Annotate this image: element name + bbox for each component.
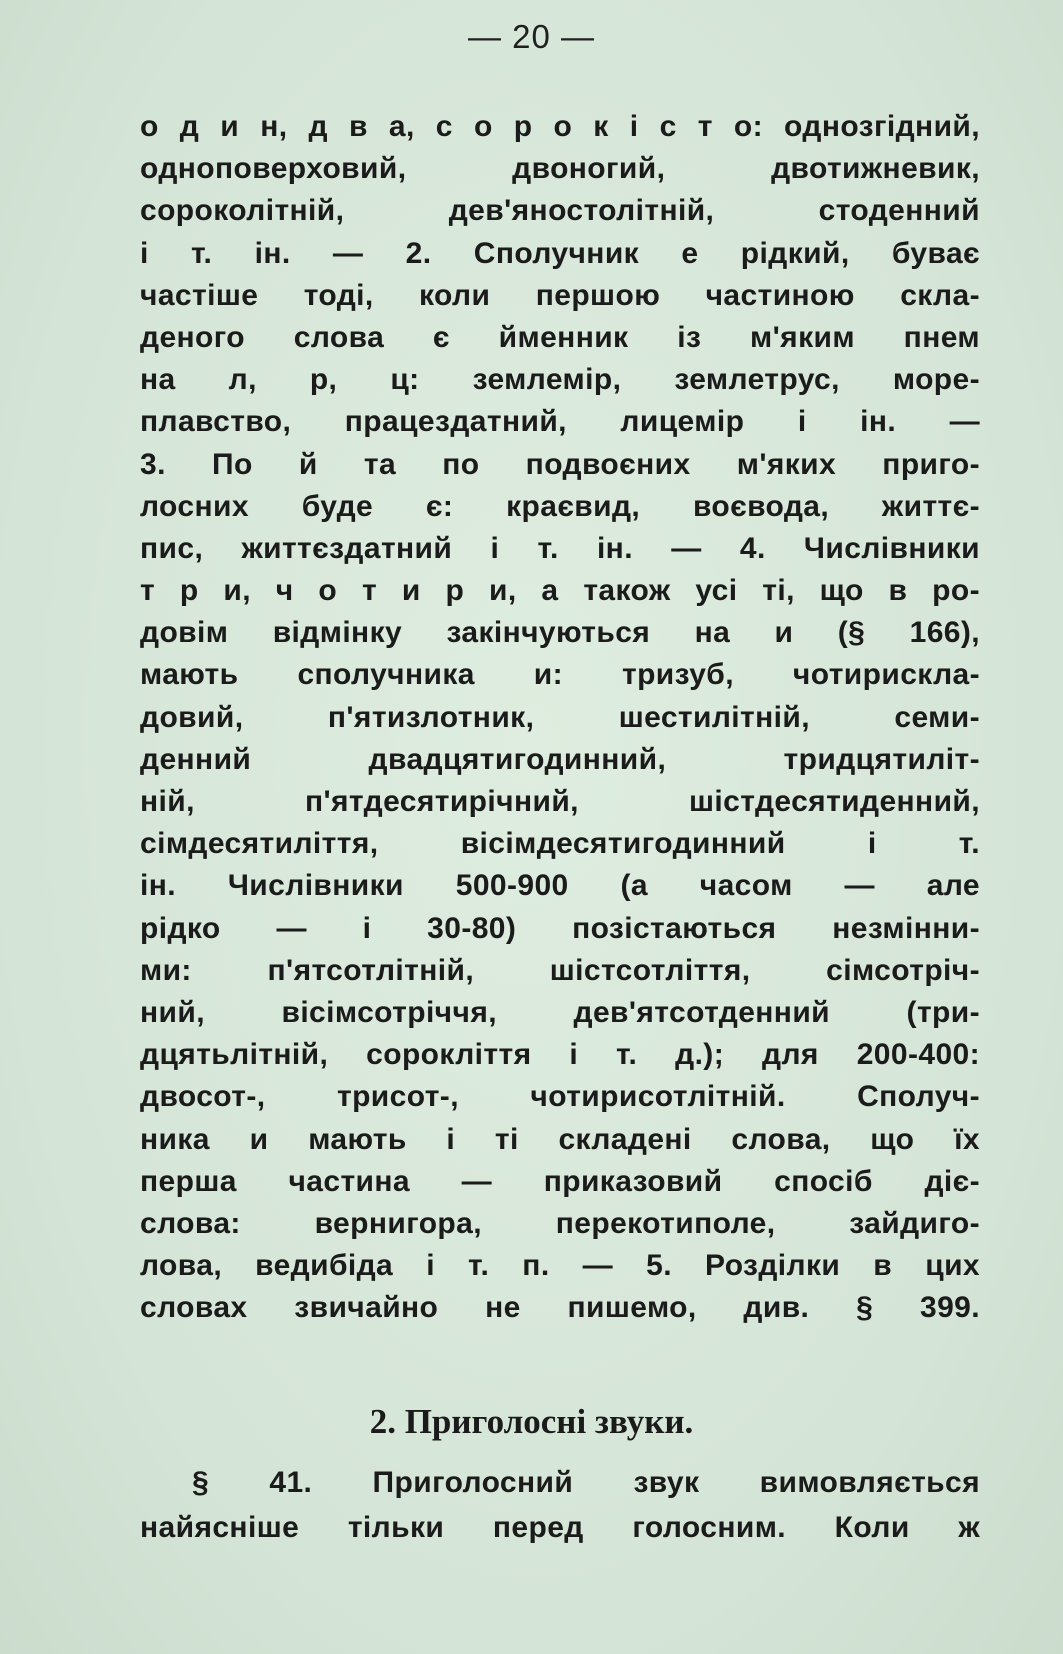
text-line: перша частина — приказовий спосіб діє- xyxy=(140,1164,980,1198)
text-line: т р и, ч о т и р и, а також усі ті, що в ро- xyxy=(140,574,980,608)
text-line: ін. Числівники 500-900 (а часом — але xyxy=(140,869,980,903)
text-line: рідко — і 30-80) позістаються незмінни- xyxy=(140,911,980,945)
text-line: ній, п'ятдесятирічний, шістдесятиденний, xyxy=(140,785,980,818)
page-number: — 20 — xyxy=(467,18,596,55)
text-line: одноповерховий, двоногий, двотижневик, xyxy=(140,152,980,186)
text-line: дцятьлітній, сорокліття і т. д.); для 200-400: xyxy=(140,1038,980,1072)
text-line: і т. ін. — 2. Сполучник е рідкий, буває xyxy=(140,236,980,270)
text-line: деного слова є йменник із м'яким пнем xyxy=(140,320,980,354)
text-line: лосних буде є: краєвид, воєвода, життє- xyxy=(140,489,980,523)
section-paragraph xyxy=(140,1460,980,1550)
text-line: найясніше тільки перед голосним. Коли ж xyxy=(140,1511,980,1544)
text-line: двосот-, трисот-, чотирисотлітній. Сполуч- xyxy=(140,1080,980,1114)
text-line: § 41. Приголосний звук вимовляється xyxy=(192,1466,980,1499)
text-line: о д и н, д в а, с о р о к і с т о: однозгідний, xyxy=(140,110,980,143)
paragraph-text xyxy=(140,106,980,1329)
text-line: словах звичайно не пишемо, див. § 399. xyxy=(140,1291,980,1325)
text-line: сімдесятиліття, вісімдесятигодинний і т. xyxy=(140,827,980,861)
text-line: ми: п'ятсотлітній, шістсотліття, сімсотріч- xyxy=(140,953,980,987)
text-line: частіше тоді, коли першою частиною скла- xyxy=(140,278,980,312)
text-line: денний двадцятигодинний, тридцятиліт- xyxy=(140,742,980,776)
text-line: мають сполучника и: тризуб, чотирискла- xyxy=(140,658,980,692)
text-line: ника и мають і ті складені слова, що їх xyxy=(140,1122,980,1156)
text-line: 3. По й та по подвоєних м'яких приго- xyxy=(140,447,980,481)
text-line: слова: вернигора, перекотиполе, зайдиго- xyxy=(140,1206,980,1240)
text-line: довий, п'ятизлотник, шестилітній, семи- xyxy=(140,700,980,734)
text-line: пис, життєздатний і т. ін. — 4. Числівники xyxy=(140,531,980,565)
text-line: ний, вісімсотріччя, дев'ятсотденний (три- xyxy=(140,995,980,1029)
text-line: сороколітній, дев'яностолітній, стоденний xyxy=(140,194,980,228)
section-heading: 2. Приголосні звуки. xyxy=(369,1402,694,1441)
text-line: лова, ведибіда і т. п. — 5. Розділки в цих xyxy=(140,1249,980,1283)
text-line: на л, р, ц: землемір, землетрус, море- xyxy=(140,363,980,397)
text-line: плавство, працездатний, лицемір і ін. — xyxy=(140,405,980,439)
text-line: довім відмінку закінчуються на и (§ 166), xyxy=(140,616,980,650)
